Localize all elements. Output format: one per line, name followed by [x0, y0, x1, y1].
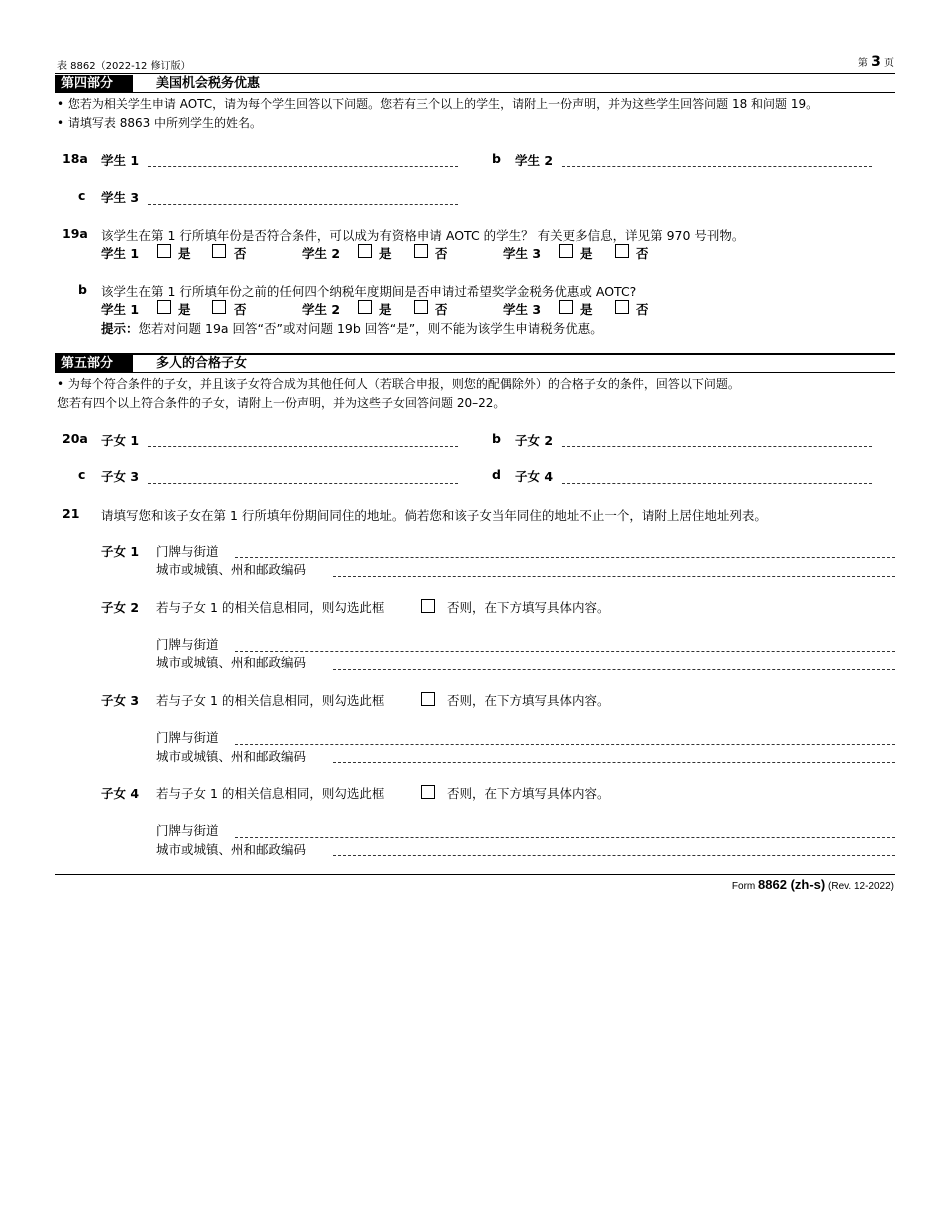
child4-street-label: 门牌与街道 — [156, 823, 219, 838]
q20c-number: c — [78, 467, 86, 482]
q19a-student2-no-checkbox[interactable] — [414, 244, 428, 258]
part4-bullet1: • 您若为相关学生申请 AOTC，请为每个学生回答以下问题。您若有三个以上的学生，请附上一份声明，并为这些学生回答问题 18 和问题 19。 — [57, 97, 819, 111]
child4-name-field[interactable] — [562, 483, 872, 484]
header-rule — [55, 73, 895, 74]
page-indicator — [858, 54, 894, 70]
q19a-student1-yes-checkbox[interactable] — [157, 244, 171, 258]
student2-name-field[interactable] — [562, 166, 872, 167]
child4-otherwise-text: 否则，在下方填写具体内容。 — [447, 786, 610, 801]
q18c-number: c — [78, 188, 86, 203]
part5-title: 多人的合格子女 — [156, 356, 248, 371]
q19b-student3-no-checkbox[interactable] — [615, 300, 629, 314]
q20a-label: 子女 1 — [101, 433, 140, 448]
q18c-label: 学生 3 — [101, 190, 140, 205]
q19a-student1-no-label: 否 — [234, 246, 247, 261]
child4-street-field[interactable] — [235, 837, 895, 838]
tip-label: 提示： — [101, 321, 139, 336]
q19b-text: 该学生在第 1 行所填年份之前的任何四个纳税年度期间是否申请过希望奖学金税务优惠或 AOTC? — [101, 284, 637, 299]
q19b-student3-label: 学生 3 — [503, 302, 542, 317]
child1-name-field[interactable] — [148, 446, 458, 447]
child3-otherwise-text: 否则，在下方填写具体内容。 — [447, 693, 610, 708]
child1-street-field[interactable] — [235, 557, 895, 558]
q19b-student3-yes-label: 是 — [580, 302, 593, 317]
part4-rule — [55, 92, 895, 93]
q19a-student2-label: 学生 2 — [302, 246, 341, 261]
q19a-student3-label: 学生 3 — [503, 246, 542, 261]
q20b-label: 子女 2 — [515, 433, 554, 448]
footer-form-word: Form — [731, 881, 756, 892]
tip-text: 您若对问题 19a 回答“否”或对问题 19b 回答“是”，则不能为该学生申请税务优惠。 — [138, 321, 603, 336]
q19a-student2-no-label: 否 — [435, 246, 448, 261]
q20a-number: 20a — [62, 431, 88, 446]
child2-street-label: 门牌与街道 — [156, 637, 219, 652]
child2-name-field[interactable] — [562, 446, 872, 447]
footer-form-number: 8862 (zh-s) — [758, 877, 826, 892]
q19b-student1-no-checkbox[interactable] — [212, 300, 226, 314]
child1-city-label: 城市或城镇、州和邮政编码 — [156, 562, 307, 577]
q18a-label: 学生 1 — [101, 153, 140, 168]
footer-rule — [55, 874, 895, 875]
part5-bullet1: • 为每个符合条件的子女，并且该子女符合成为其他任何人（若联合申报，则您的配偶除外）的合格子女的条件，回答以下问题。 — [57, 377, 740, 391]
q19a-student3-no-checkbox[interactable] — [615, 244, 629, 258]
q21-child1-label: 子女 1 — [101, 544, 140, 559]
page-suffix: 页 — [884, 58, 894, 69]
child2-street-field[interactable] — [235, 651, 895, 652]
q20b-number: b — [492, 431, 501, 446]
page-number: 3 — [871, 54, 881, 70]
q19b-student1-no-label: 否 — [234, 302, 247, 317]
q18b-number: b — [492, 151, 501, 166]
q19b-student2-yes-checkbox[interactable] — [358, 300, 372, 314]
child4-city-label: 城市或城镇、州和邮政编码 — [156, 842, 307, 857]
q19a-student2-yes-label: 是 — [379, 246, 392, 261]
q19a-student1-label: 学生 1 — [101, 246, 140, 261]
child3-city-field[interactable] — [333, 762, 895, 763]
footer-rev: (Rev. 12-2022) — [828, 881, 894, 892]
child2-otherwise-text: 否则，在下方填写具体内容。 — [447, 600, 610, 615]
q19b-student2-no-label: 否 — [435, 302, 448, 317]
child3-same-checkbox[interactable] — [421, 692, 435, 706]
q19a-text: 该学生在第 1 行所填年份是否符合条件，可以成为有资格申请 AOTC 的学生？ 有关更多信息，详见第 970 号刊物。 — [101, 228, 745, 243]
q19b-student2-no-checkbox[interactable] — [414, 300, 428, 314]
q21-number: 21 — [62, 506, 80, 521]
q19b-student3-no-label: 否 — [636, 302, 649, 317]
q19b-student1-yes-label: 是 — [178, 302, 191, 317]
footer-form-id — [732, 877, 894, 892]
part4-title: 美国机会税务优惠 — [156, 76, 261, 91]
part4-tag: 第四部分 — [55, 75, 133, 92]
q19b-student2-yes-label: 是 — [379, 302, 392, 317]
q20d-number: d — [492, 467, 501, 482]
tip — [101, 319, 603, 337]
child4-same-checkbox[interactable] — [421, 785, 435, 799]
child3-street-field[interactable] — [235, 744, 895, 745]
q18a-number: 18a — [62, 151, 88, 166]
q21-child4-label: 子女 4 — [101, 786, 140, 801]
child2-same-text: 若与子女 1 的相关信息相同，则勾选此框 — [156, 600, 385, 615]
child4-same-text: 若与子女 1 的相关信息相同，则勾选此框 — [156, 786, 385, 801]
q18b-label: 学生 2 — [515, 153, 554, 168]
child2-city-label: 城市或城镇、州和邮政编码 — [156, 655, 307, 670]
q19b-number: b — [78, 282, 87, 297]
q20d-label: 子女 4 — [515, 469, 554, 484]
q19a-student3-yes-checkbox[interactable] — [559, 244, 573, 258]
child3-city-label: 城市或城镇、州和邮政编码 — [156, 749, 307, 764]
student1-name-field[interactable] — [148, 166, 458, 167]
child1-street-label: 门牌与街道 — [156, 544, 219, 559]
q19a-student3-no-label: 否 — [636, 246, 649, 261]
part4-bullet2: • 请填写表 8863 中所列学生的姓名。 — [57, 116, 263, 130]
q21-child3-label: 子女 3 — [101, 693, 140, 708]
student3-name-field[interactable] — [148, 204, 458, 205]
child2-city-field[interactable] — [333, 669, 895, 670]
q19b-student3-yes-checkbox[interactable] — [559, 300, 573, 314]
child2-same-checkbox[interactable] — [421, 599, 435, 613]
part5-tag: 第五部分 — [55, 355, 133, 372]
form-revision: 表 8862（2022-12 修订版） — [57, 61, 191, 72]
child3-name-field[interactable] — [148, 483, 458, 484]
q20c-label: 子女 3 — [101, 469, 140, 484]
child4-city-field[interactable] — [333, 855, 895, 856]
q21-child2-label: 子女 2 — [101, 600, 140, 615]
q19a-student2-yes-checkbox[interactable] — [358, 244, 372, 258]
child3-same-text: 若与子女 1 的相关信息相同，则勾选此框 — [156, 693, 385, 708]
q19b-student1-yes-checkbox[interactable] — [157, 300, 171, 314]
part5-rule — [55, 372, 895, 373]
q19b-student1-label: 学生 1 — [101, 302, 140, 317]
part5-bullet2: 您若有四个以上符合条件的子女，请附上一份声明，并为这些子女回答问题 20–22。 — [57, 396, 506, 410]
child1-city-field[interactable] — [333, 576, 895, 577]
child3-street-label: 门牌与街道 — [156, 730, 219, 745]
q19a-student3-yes-label: 是 — [580, 246, 593, 261]
q19a-number: 19a — [62, 226, 88, 241]
q19a-student1-yes-label: 是 — [178, 246, 191, 261]
q19a-student1-no-checkbox[interactable] — [212, 244, 226, 258]
q19b-student2-label: 学生 2 — [302, 302, 341, 317]
page-prefix: 第 — [857, 58, 868, 69]
q21-text: 请填写您和该子女在第 1 行所填年份期间同住的地址。倘若您和该子女当年同住的地址不止一个，请附上居住地址列表。 — [101, 508, 767, 523]
